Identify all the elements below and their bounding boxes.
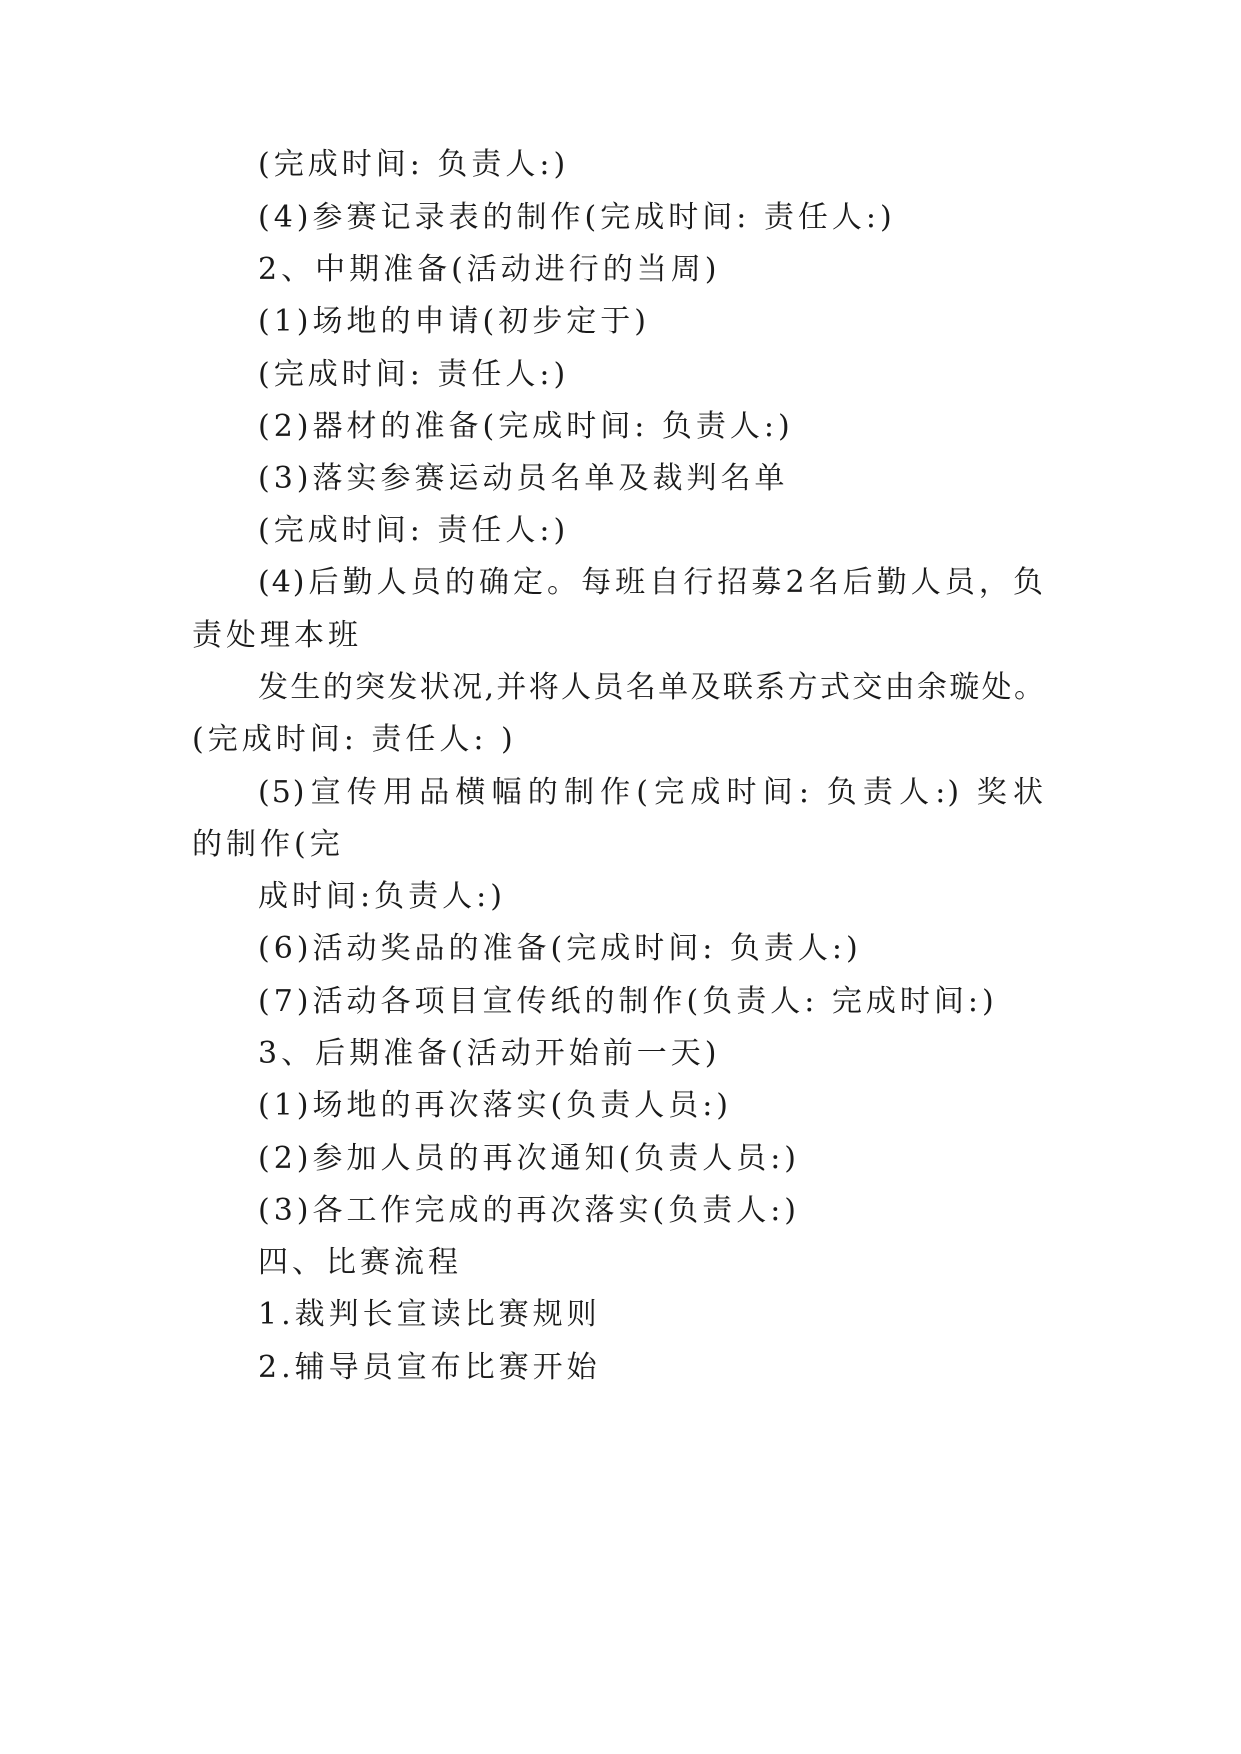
text-line-12: (完成时间: 责任人: ) <box>192 722 517 757</box>
text-line-5: (完成时间: 责任人:) <box>258 357 570 392</box>
text-line-8: (完成时间: 责任人:) <box>258 513 570 548</box>
text-line-20: (2)参加人员的再次通知(负责人员:) <box>258 1141 801 1176</box>
text-line-24: 2.辅导员宣布比赛开始 <box>258 1350 601 1385</box>
text-line-3: 2、中期准备(活动进行的当周) <box>258 252 721 287</box>
text-line-14: 的制作(完 <box>192 827 344 862</box>
text-line-11: 发生的突发状况,并将人员名单及联系方式交由余璇处。 <box>258 670 1045 705</box>
text-line-19: (1)场地的再次落实(负责人员:) <box>258 1088 733 1123</box>
text-line-4: (1)场地的申请(初步定于) <box>258 304 650 339</box>
text-line-18: 3、后期准备(活动开始前一天) <box>258 1036 721 1071</box>
text-line-1: (完成时间: 负责人:) <box>258 147 570 182</box>
text-line-10: 责处理本班 <box>192 618 362 653</box>
text-line-7: (3)落实参赛运动员名单及裁判名单 <box>258 461 789 496</box>
text-line-6: (2)器材的准备(完成时间: 负责人:) <box>258 409 794 444</box>
text-line-9: (4)后勤人员的确定。每班自行招募2名后勤人员，负 <box>258 565 1045 600</box>
text-line-23: 1.裁判长宣读比赛规则 <box>258 1297 601 1332</box>
text-line-17: (7)活动各项目宣传纸的制作(负责人: 完成时间:) <box>258 984 998 1019</box>
text-line-13: (5)宣传用品横幅的制作(完成时间: 负责人:) 奖状 <box>258 775 1045 810</box>
text-line-15: 成时间:负责人:) <box>258 879 506 914</box>
text-line-22: 四、比赛流程 <box>258 1245 462 1280</box>
text-line-21: (3)各工作完成的再次落实(负责人:) <box>258 1193 801 1228</box>
text-line-16: (6)活动奖品的准备(完成时间: 负责人:) <box>258 931 862 966</box>
text-line-2: (4)参赛记录表的制作(完成时间: 责任人:) <box>258 200 896 235</box>
